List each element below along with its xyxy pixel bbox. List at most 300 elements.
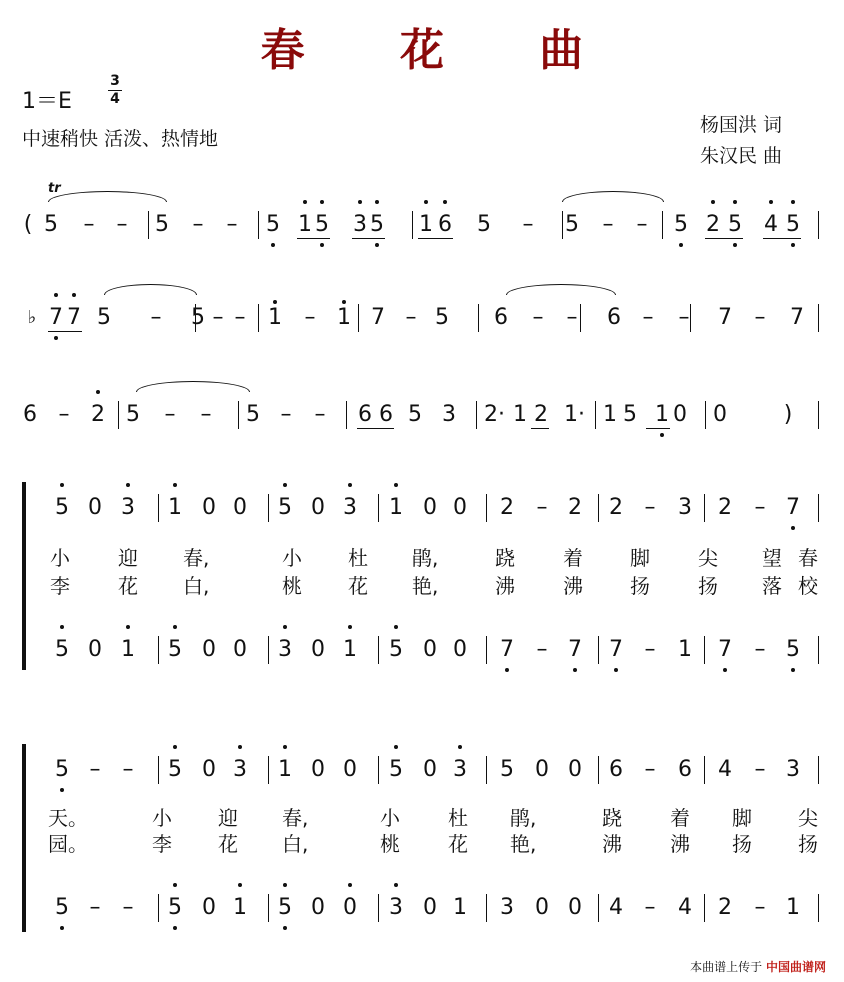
note: – — [678, 305, 690, 330]
note: 1 — [453, 895, 467, 920]
note: 5 — [126, 402, 140, 427]
note: 4 — [678, 895, 692, 920]
note: 1 — [389, 495, 403, 520]
lyric-syllable: 园。 — [48, 832, 88, 856]
octave-dot-high — [458, 745, 462, 749]
note: 6 — [609, 757, 623, 782]
note: 7 — [609, 637, 623, 662]
note: 7 — [786, 495, 800, 520]
octave-dot-high — [96, 390, 100, 394]
note: 0 — [311, 637, 325, 662]
notation-line — [0, 888, 844, 928]
octave-dot-low — [791, 526, 795, 530]
lyric-syllable: 跷 — [602, 806, 622, 830]
lyric-syllable: 沸 — [563, 574, 583, 598]
note: 3 — [278, 637, 292, 662]
octave-dot-high — [791, 200, 795, 204]
barline — [818, 401, 819, 429]
barline — [158, 494, 159, 522]
octave-dot-low — [54, 336, 58, 340]
barline — [818, 894, 819, 922]
note: – — [150, 305, 162, 330]
note: – — [58, 402, 70, 427]
octave-dot-high — [303, 200, 307, 204]
barline — [378, 494, 379, 522]
note: 3 — [233, 757, 247, 782]
octave-dot-high — [733, 200, 737, 204]
note: 2 — [706, 212, 720, 237]
note: – — [644, 495, 656, 520]
barline — [486, 494, 487, 522]
octave-dot-high — [358, 200, 362, 204]
trill-mark: tr — [48, 181, 61, 196]
note: – — [602, 212, 614, 237]
barline — [195, 304, 196, 332]
octave-dot-high — [394, 745, 398, 749]
octave-dot-high — [60, 483, 64, 487]
note: 3 — [389, 895, 403, 920]
octave-dot-high — [348, 625, 352, 629]
lyrics-verse1-row2 — [0, 802, 844, 828]
lyric-syllable: 花 — [218, 832, 238, 856]
octave-dot-high — [769, 200, 773, 204]
note: 7 — [790, 305, 804, 330]
note: 1 — [513, 402, 527, 427]
tempo-marking: 中速稍快 活泼、热情地 — [22, 128, 219, 150]
octave-dot-high — [394, 625, 398, 629]
lyric-syllable: 杜 — [348, 546, 368, 570]
note: 5 — [55, 495, 69, 520]
note: – — [200, 402, 212, 427]
barline — [158, 756, 159, 784]
barline — [268, 756, 269, 784]
key-signature: 1＝E — [22, 89, 72, 114]
barline — [258, 304, 259, 332]
octave-dot-low — [320, 243, 324, 247]
lyrics-verse2-row2 — [0, 828, 844, 854]
notation-line — [0, 205, 844, 245]
note: – — [644, 637, 656, 662]
lyric-syllable: 扬 — [698, 574, 718, 598]
lyric-syllable: 扬 — [630, 574, 650, 598]
octave-dot-high — [283, 745, 287, 749]
octave-dot-high — [394, 483, 398, 487]
note: 0 — [423, 495, 437, 520]
lyric-syllable: 李 — [152, 832, 172, 856]
octave-dot-high — [126, 483, 130, 487]
octave-dot-high — [283, 625, 287, 629]
octave-dot-high — [238, 883, 242, 887]
note: 4 — [764, 212, 778, 237]
barline — [238, 401, 239, 429]
note: – — [754, 757, 766, 782]
octave-dot-low — [375, 243, 379, 247]
note: – — [164, 402, 176, 427]
note: 1 — [337, 305, 351, 330]
note: 0 — [311, 895, 325, 920]
beam-underline — [763, 238, 801, 239]
lyric-syllable: 桃 — [282, 574, 302, 598]
note: 0 — [202, 495, 216, 520]
note: 0 — [568, 895, 582, 920]
note: – — [754, 305, 766, 330]
note: – — [304, 305, 316, 330]
slur — [104, 284, 197, 295]
note: 1 — [655, 402, 669, 427]
octave-dot-low — [60, 788, 64, 792]
beam-underline — [418, 238, 453, 239]
note: 1 — [786, 895, 800, 920]
note: 2 — [718, 495, 732, 520]
barline — [705, 401, 706, 429]
note: – — [536, 495, 548, 520]
note: – — [644, 757, 656, 782]
beam-underline — [531, 428, 549, 429]
site-logo: 中国曲谱网 — [765, 960, 826, 974]
lyric-syllable: 沸 — [670, 832, 690, 856]
octave-dot-high — [126, 625, 130, 629]
slur — [48, 191, 167, 202]
note: – — [116, 212, 128, 237]
lyric-syllable: 校 — [798, 574, 818, 598]
note: 7 — [49, 305, 63, 330]
note: 7 — [500, 637, 514, 662]
note: 0 — [343, 757, 357, 782]
slur — [136, 381, 250, 392]
octave-dot-high — [443, 200, 447, 204]
note: 6 — [23, 402, 37, 427]
barline — [412, 211, 413, 239]
barline — [486, 756, 487, 784]
note: 5 — [435, 305, 449, 330]
note: 3 — [678, 495, 692, 520]
beam-underline — [297, 238, 330, 239]
lyric-syllable: 迎 — [218, 806, 238, 830]
note: 0 — [423, 757, 437, 782]
note: – — [754, 895, 766, 920]
lyric-syllable: 小 — [152, 806, 172, 830]
octave-dot-high — [173, 625, 177, 629]
note: – — [226, 212, 238, 237]
lyric-syllable: 尖 — [798, 806, 818, 830]
note: 5 — [786, 637, 800, 662]
octave-dot-high — [283, 883, 287, 887]
note: – — [89, 757, 101, 782]
barline — [118, 401, 119, 429]
note: – — [212, 305, 224, 330]
lyric-syllable: 跷 — [495, 546, 515, 570]
note: – — [314, 402, 326, 427]
note: 4 — [718, 757, 732, 782]
octave-dot-high — [173, 883, 177, 887]
beam-underline — [705, 238, 743, 239]
note: 2 — [609, 495, 623, 520]
note: 1 — [603, 402, 617, 427]
note: 5 — [168, 637, 182, 662]
note: 5 — [44, 212, 58, 237]
octave-dot-high — [60, 625, 64, 629]
lyric-syllable: 花 — [448, 832, 468, 856]
octave-dot-high — [320, 200, 324, 204]
lyric-syllable: 着 — [670, 806, 690, 830]
footer-credit — [690, 958, 826, 975]
notation-line — [0, 630, 844, 670]
note: 5 — [168, 757, 182, 782]
note: 5 — [477, 212, 491, 237]
note: – — [234, 305, 246, 330]
barline — [704, 494, 705, 522]
note: 5 — [370, 212, 384, 237]
note: – — [644, 895, 656, 920]
note: 1 — [268, 305, 282, 330]
lyric-syllable: 杜 — [448, 806, 468, 830]
note: 5 — [266, 212, 280, 237]
octave-dot-high — [348, 483, 352, 487]
note: 5 — [623, 402, 637, 427]
note: 5 — [278, 495, 292, 520]
lyric-syllable: 落 — [762, 574, 782, 598]
system-brace — [22, 744, 26, 932]
beam-underline — [48, 331, 82, 332]
note: 5 — [500, 757, 514, 782]
lyric-syllable: 尖 — [698, 546, 718, 570]
barline — [818, 636, 819, 664]
lyrics-verse2-row1 — [0, 570, 844, 596]
barline — [378, 894, 379, 922]
octave-dot-high — [173, 745, 177, 749]
note: 5 — [55, 757, 69, 782]
octave-dot-low — [660, 433, 664, 437]
note: 7 — [718, 637, 732, 662]
lyric-syllable: 花 — [348, 574, 368, 598]
note: 0 — [311, 495, 325, 520]
lyric-syllable: 李 — [50, 574, 70, 598]
note: 5 — [389, 637, 403, 662]
note: – — [754, 637, 766, 662]
barline — [818, 211, 819, 239]
barline — [268, 636, 269, 664]
time-signature-bottom: 4 — [110, 91, 120, 107]
note: – — [636, 212, 648, 237]
note: 0 — [311, 757, 325, 782]
note: 5 — [191, 305, 205, 330]
note: 0 — [713, 402, 727, 427]
note: 2 — [534, 402, 548, 427]
note: – — [89, 895, 101, 920]
barline — [346, 401, 347, 429]
note: 5 — [155, 212, 169, 237]
octave-dot-high — [173, 483, 177, 487]
lyric-syllable: 花 — [118, 574, 138, 598]
note: 3 — [442, 402, 456, 427]
octave-dot-low — [60, 926, 64, 930]
lyric-syllable: 沸 — [495, 574, 515, 598]
note: 5 — [565, 212, 579, 237]
note: – — [566, 305, 578, 330]
notation-line — [0, 395, 844, 435]
note: 1 — [278, 757, 292, 782]
note: 6 — [678, 757, 692, 782]
barline — [148, 211, 149, 239]
note: 2· — [484, 402, 505, 427]
octave-dot-high — [342, 300, 346, 304]
lyric-syllable: 沸 — [602, 832, 622, 856]
lyric-syllable: 小 — [380, 806, 400, 830]
note: 4 — [609, 895, 623, 920]
lyric-syllable: 艳, — [412, 574, 439, 598]
note: 5 — [389, 757, 403, 782]
note: 2 — [718, 895, 732, 920]
note: 0 — [202, 757, 216, 782]
note: 3 — [121, 495, 135, 520]
note: 0 — [88, 637, 102, 662]
note: 1 — [678, 637, 692, 662]
octave-dot-low — [283, 926, 287, 930]
octave-dot-high — [238, 745, 242, 749]
note: 1· — [564, 402, 585, 427]
octave-dot-high — [54, 293, 58, 297]
notation-line — [0, 750, 844, 790]
note: 0 — [453, 495, 467, 520]
barline — [818, 756, 819, 784]
note: 5 — [55, 895, 69, 920]
flat-sign: ♭ — [27, 307, 37, 328]
lyric-syllable: 迎 — [118, 546, 138, 570]
barline — [598, 636, 599, 664]
barline — [598, 756, 599, 784]
octave-dot-low — [271, 243, 275, 247]
lyricist-credit: 杨国洪 词 — [700, 114, 783, 136]
note: 0 — [568, 757, 582, 782]
note: 0 — [88, 495, 102, 520]
octave-dot-high — [424, 200, 428, 204]
note: 1 — [343, 637, 357, 662]
note: – — [754, 495, 766, 520]
barline — [476, 401, 477, 429]
note: 6 — [438, 212, 452, 237]
note: 0 — [202, 895, 216, 920]
note: 0 — [535, 757, 549, 782]
lyric-syllable: 艳, — [510, 832, 537, 856]
barline — [562, 211, 563, 239]
paren-close: ) — [783, 402, 793, 427]
beam-underline — [352, 238, 385, 239]
note: 6 — [379, 402, 393, 427]
octave-dot-high — [711, 200, 715, 204]
note: 5 — [315, 212, 329, 237]
barline — [598, 494, 599, 522]
time-signature-top: 3 — [110, 73, 120, 89]
note: 2 — [91, 402, 105, 427]
note: – — [122, 757, 134, 782]
barline — [268, 894, 269, 922]
lyric-syllable: 小 — [282, 546, 302, 570]
octave-dot-low — [614, 668, 618, 672]
note: 5 — [278, 895, 292, 920]
octave-dot-low — [679, 243, 683, 247]
note: 0 — [343, 895, 357, 920]
note: 1 — [121, 637, 135, 662]
note: 3 — [353, 212, 367, 237]
barline — [662, 211, 663, 239]
note: – — [83, 212, 95, 237]
barline — [690, 304, 691, 332]
note: 6 — [358, 402, 372, 427]
barline — [598, 894, 599, 922]
notation-line — [0, 488, 844, 528]
octave-dot-low — [733, 243, 737, 247]
note: 3 — [786, 757, 800, 782]
note: 5 — [674, 212, 688, 237]
note: 0 — [233, 637, 247, 662]
lyric-syllable: 天。 — [48, 806, 88, 830]
lyrics-verse1-row1 — [0, 542, 844, 568]
barline — [704, 636, 705, 664]
octave-dot-high — [375, 200, 379, 204]
note: – — [536, 637, 548, 662]
barline — [158, 894, 159, 922]
barline — [486, 894, 487, 922]
lyric-syllable: 桃 — [380, 832, 400, 856]
lyric-syllable: 望 — [762, 546, 782, 570]
barline — [486, 636, 487, 664]
barline — [818, 304, 819, 332]
lyric-syllable: 春, — [183, 546, 210, 570]
note: – — [642, 305, 654, 330]
octave-dot-low — [573, 668, 577, 672]
octave-dot-low — [791, 243, 795, 247]
beam-underline — [646, 428, 670, 429]
note: – — [405, 305, 417, 330]
octave-dot-high — [273, 300, 277, 304]
note: 3 — [453, 757, 467, 782]
note: – — [522, 212, 534, 237]
octave-dot-high — [394, 883, 398, 887]
note: 0 — [535, 895, 549, 920]
barline — [704, 756, 705, 784]
note: 5 — [246, 402, 260, 427]
note: – — [122, 895, 134, 920]
note: 0 — [673, 402, 687, 427]
beam-underline — [357, 428, 394, 429]
note: 7 — [718, 305, 732, 330]
page-title: 春 花 曲 — [260, 25, 624, 76]
slur — [562, 191, 664, 202]
lyric-syllable: 白, — [183, 574, 210, 598]
paren-open: ( — [23, 212, 33, 237]
barline — [378, 636, 379, 664]
note: 5 — [728, 212, 742, 237]
note: 1 — [168, 495, 182, 520]
note: 0 — [233, 495, 247, 520]
composer-credit: 朱汉民 曲 — [700, 145, 783, 167]
note: 7 — [67, 305, 81, 330]
barline — [358, 304, 359, 332]
lyric-syllable: 春, — [282, 806, 309, 830]
note: 2 — [500, 495, 514, 520]
note: – — [192, 212, 204, 237]
octave-dot-low — [723, 668, 727, 672]
note: 0 — [202, 637, 216, 662]
slur — [506, 284, 616, 295]
note: – — [532, 305, 544, 330]
barline — [580, 304, 581, 332]
note: 5 — [55, 637, 69, 662]
note: – — [280, 402, 292, 427]
lyric-syllable: 鹃, — [412, 546, 439, 570]
notation-line — [0, 298, 844, 338]
lyric-syllable: 小 — [50, 546, 70, 570]
